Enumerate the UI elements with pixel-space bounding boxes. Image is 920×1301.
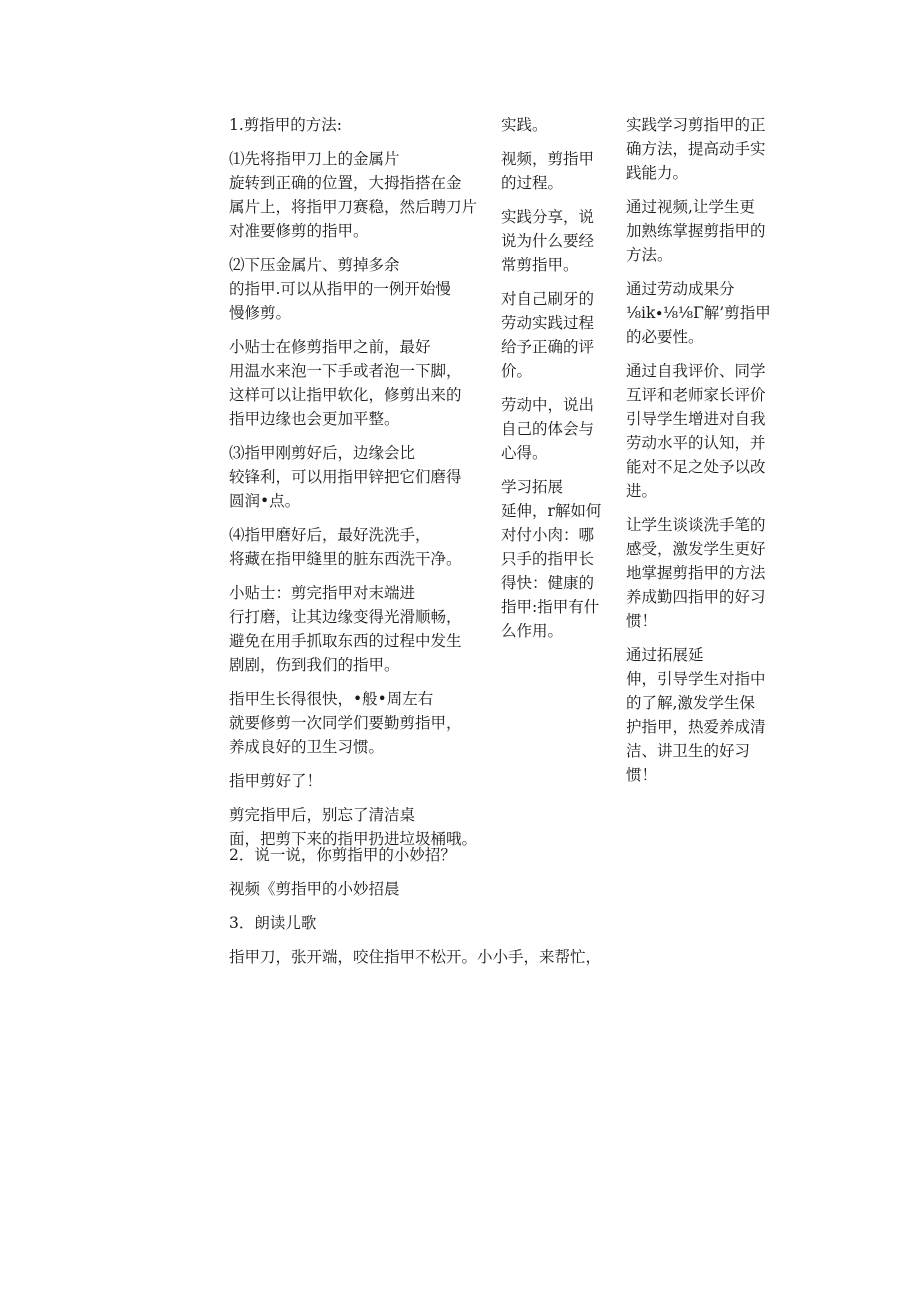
intent-item: 实践学习剪指甲的正 确方法，提高动手实 践能力。 [626, 116, 766, 182]
lesson-content-column [229, 113, 497, 861]
step-2-paragraph: ⑵下压金属片、剪掉多余 的指甲.可以从指甲的一例开始慢 慢修剪。 [229, 256, 451, 322]
section-heading-2: 2．说一说，你剪指甲的小妙招？ [229, 846, 456, 864]
student-activity-column [501, 113, 609, 653]
intent-item: 通过视频,让学生更 加熟练掌握剪指甲的 方法。 [626, 198, 766, 264]
tip-paragraph: 小贴士在修剪指甲之前，最好 用温水来泡一下手或者泡一下脚， 这样可以让指甲软化，修剪出来的 指甲边缘也会更加平整。 [229, 338, 462, 428]
tip-paragraph-2: 小贴士：剪完指甲对末端进 行打磨，让其边缘变得光滑顺畅， 避免在用手抓取东西的过程中发生 剧剧，伤到我们的指甲。 [229, 584, 462, 674]
step-1-paragraph: ⑴先将指甲刀上的金属片 旋转到正确的位置，大拇指搭在金 属片上，将指甲刀赛稳，然后聘刀片 对准要修剪的指甲。 [229, 150, 478, 240]
lesson-continuation [229, 843, 789, 979]
step-3-paragraph: ⑶指甲刚剪好后，边缘会比 较锋利，可以用指甲锌把它们磨得 圆润•点。 [229, 444, 462, 510]
activity-item: 劳动中，说出 自己的体会与 心得。 [501, 396, 595, 462]
section-heading: 1.剪指甲的方法: [229, 116, 343, 134]
habit-paragraph: 指甲生长得很快，•般•周左右 就要修剪一次同学们要勤剪指甲， 养成良好的卫生习惯。 [229, 690, 462, 756]
activity-item: 对自己刷牙的 劳动实践过程 给予正确的评 价。 [501, 290, 595, 380]
intent-item: 通过劳动成果分 ⅛ik∙⅛⅛Γ解’剪指甲 的必要性。 [626, 280, 771, 346]
done-paragraph: 指甲剪好了！ [229, 772, 323, 790]
design-intent-column [626, 113, 786, 797]
activity-item: 视频，剪指甲 的过程。 [501, 150, 595, 192]
intent-item: 通过自我评价、同学 互评和老师家长评价 引导学生增进对自我 劳动水平的认知，并 能对不足之处予以改 进。 [626, 362, 766, 500]
activity-item: 实践。 [501, 116, 548, 134]
activity-item: 学习拓展 延伸，r解如何 对付小肉：哪 只手的指甲长 得快：健康的 指甲:指甲有什 么作用。 [501, 478, 602, 640]
activity-item: 实践分享，说 说为什么要经 常剪指甲。 [501, 208, 595, 274]
cleanup-paragraph: 剪完指甲后，别忘了清洁桌 面，把剪下来的指甲扔进垃圾桶哦。 [229, 806, 478, 848]
intent-item: 让学生谈谈洗手笔的 感受，激发学生更好 地掌握剪指甲的方法 养成勤四指甲的好习 惯！ [626, 516, 766, 630]
video-line: 视频《剪指甲的小妙招晨 [229, 880, 400, 898]
intent-item: 通过拓展延 伸，引导学生对指中 的了解,激发学生保 护指甲，热爱养成清 洁、讲卫生的好习 惯！ [626, 646, 766, 784]
section-heading-3: 3．朗读儿歌 [229, 914, 317, 932]
rhyme-line: 指甲刀，张开端，咬住指甲不松开。小小手，来帮忙， [229, 948, 602, 966]
step-4-paragraph: ⑷指甲磨好后，最好洗洗手， 将藏在指甲缝里的脏东西洗干净。 [229, 526, 462, 568]
